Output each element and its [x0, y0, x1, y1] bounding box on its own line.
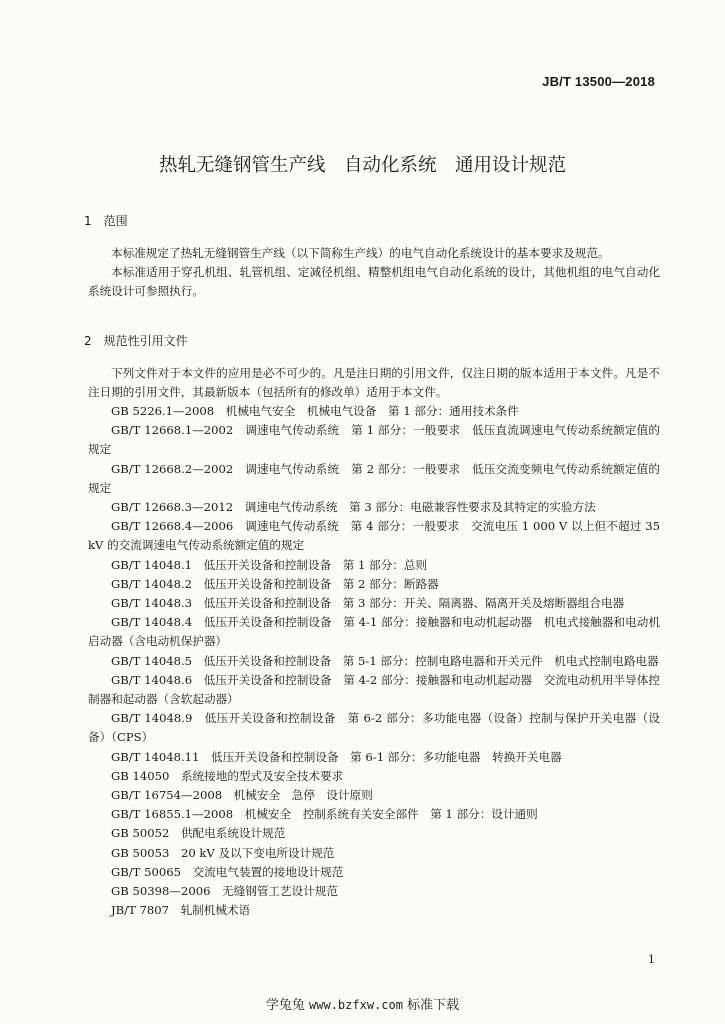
section-1-heading: 1 范围	[84, 214, 128, 228]
section-1-body	[88, 244, 660, 302]
reference-item: GB 50053 20 kV 及以下变电所设计规范	[111, 845, 335, 860]
section-2-intro-paragraph: 下列文件对于本文件的应用是必不可少的。凡是注日期的引用文件，仅注日期的版本适用于本文件。凡是不注日期的引用文件，其最新版本（包括所有的修改单）适用于本文件。	[88, 366, 660, 400]
reference-item: GB/T 16855.1—2008 机械安全 控制系统有关安全部件 第 1 部分：设计通则	[111, 807, 538, 822]
reference-item: GB 50398—2006 无缝钢管工艺设计规范	[111, 884, 338, 899]
reference-item: GB 50052 供配电系统设计规范	[111, 826, 286, 841]
section-2-intro	[88, 364, 660, 402]
reference-item: GB/T 14048.6 低压开关设备和控制设备 第 4-2 部分：接触器和电动机起动器 交流电动机用半导体控制器和起动器（含软起动器）	[88, 672, 660, 707]
page-number: 1	[648, 953, 655, 966]
watermark-label: 标准下载	[407, 998, 460, 1013]
reference-item: GB/T 14048.1 低压开关设备和控制设备 第 1 部分：总则	[111, 557, 428, 572]
reference-item: GB/T 14048.5 低压开关设备和控制设备 第 5-1 部分：控制电路电器和开关元件 机电式控制电路电器	[111, 653, 659, 668]
reference-item: GB/T 12668.4—2006 调速电气传动系统 第 4 部分：一般要求 交流电压 1 000 V 以上但不超过 35 kV 的交流调速电气传动系统额定值的规定	[88, 519, 660, 553]
section-1-paragraph: 本标准适用于穿孔机组、轧管机组、定减径机组、精整机组电气自动化系统的设计，其他机组的电气自动化系统设计可参照执行。	[88, 265, 660, 299]
standard-number: JB/T 13500—2018	[542, 74, 655, 89]
watermark-site-name: 学兔兔	[265, 998, 305, 1013]
watermark-url: www.bzfxw.com	[309, 998, 403, 1012]
watermark	[0, 994, 725, 1013]
reference-item: GB/T 14048.3 低压开关设备和控制设备 第 3 部分：开关、隔离器、隔离开关及熔断器组合电器	[111, 596, 625, 611]
reference-item: GB/T 16754—2008 机械安全 急停 设计原则	[111, 788, 373, 803]
reference-item: GB/T 12668.1—2002 调速电气传动系统 第 1 部分：一般要求 低压直流调速电气传动系统额定值的规定	[88, 423, 660, 457]
document-title: 热轧无缝钢管生产线 自动化系统 通用设计规范	[158, 155, 566, 176]
section-1-paragraph: 本标准规定了热轧无缝钢管生产线（以下简称生产线）的电气自动化系统设计的基本要求及规范。	[111, 246, 610, 260]
reference-item: JB/T 7807 轧制机械术语	[111, 903, 251, 918]
reference-item: GB/T 14048.9 低压开关设备和控制设备 第 6-2 部分：多功能电器（设备）控制与保护开关电器（设备）（CPS）	[88, 711, 660, 745]
reference-item: GB/T 12668.3—2012 调速电气传动系统 第 3 部分：电磁兼容性要求及其特定的实验方法	[111, 500, 596, 515]
reference-item: GB/T 50065 交流电气装置的接地设计规范	[111, 864, 344, 879]
reference-item: GB/T 14048.11 低压开关设备和控制设备 第 6-1 部分：多功能电器 转换开关电器	[111, 749, 562, 764]
reference-item: GB 14050 系统接地的型式及安全技术要求	[111, 768, 344, 783]
reference-item: GB/T 14048.4 低压开关设备和控制设备 第 4-1 部分：接触器和电动机起动器 机电式接触器和电动机启动器（含电动机保护器）	[88, 615, 660, 649]
reference-item: GB 5226.1—2008 机械电气安全 机械电气设备 第 1 部分：通用技术条件	[111, 404, 519, 418]
normative-reference-list	[88, 402, 660, 920]
section-2-heading: 2 规范性引用文件	[84, 334, 188, 348]
reference-item: GB/T 14048.2 低压开关设备和控制设备 第 2 部分：断路器	[111, 576, 439, 591]
reference-item: GB/T 12668.2—2002 调速电气传动系统 第 2 部分：一般要求 低压交流变频电气传动系统额定值的规定	[88, 461, 660, 495]
